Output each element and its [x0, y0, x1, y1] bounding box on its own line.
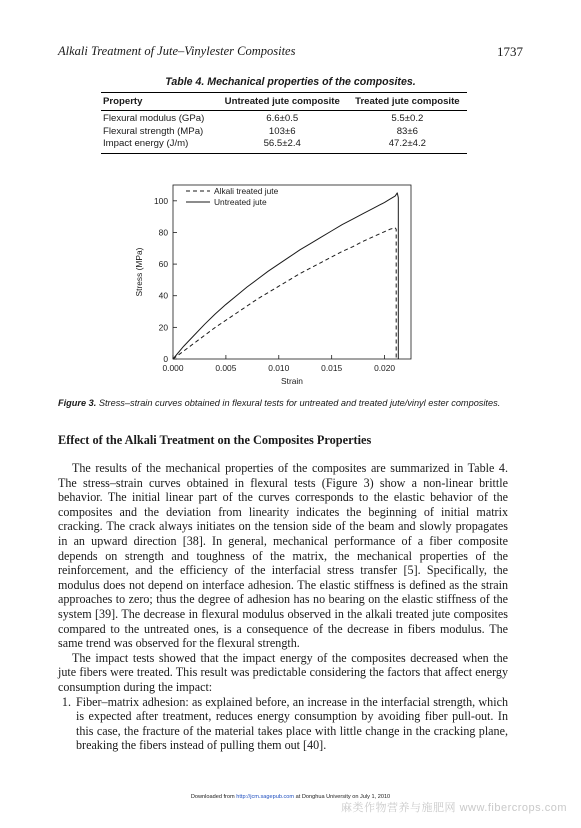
page-number: 1737: [497, 44, 523, 59]
series-line-untreated: [173, 193, 398, 359]
x-axis-label: Strain: [281, 376, 303, 386]
list-item: 1. Fiber–matrix adhesion: as explained before, an increase in the interfacial strength, which is expected after treatment, reduces energy consumption by avoiding fiber pull-out. In this case, the fracture of the material takes place with little change in the cracking plane, breaking the fibers instead of pulling them out [40].: [74, 695, 508, 753]
stress-strain-chart: [130, 178, 425, 393]
y-tick-label: 60: [158, 259, 168, 270]
legend: [186, 186, 279, 207]
body-text: [58, 461, 508, 753]
mechanical-properties-table: [101, 92, 467, 154]
series-layer: [173, 193, 398, 359]
y-tick-label: 100: [154, 195, 168, 206]
table-row: [101, 111, 467, 126]
figure-label: Figure 3.: [58, 398, 97, 408]
x-tick-label: 0.020: [374, 363, 396, 373]
y-tick-label: 20: [158, 322, 168, 333]
source-link[interactable]: http://jcm.sagepub.com: [236, 794, 295, 800]
y-tick-label: 0: [163, 354, 168, 364]
series-line-alkali-treated: [173, 228, 396, 359]
figure-caption-text: Stress–strain curves obtained in flexural tests for untreated and treated jute/vinyl ester composites.: [96, 398, 501, 408]
table-cell: Impact energy (J/m): [101, 138, 217, 153]
x-tick-label: 0.010: [268, 363, 290, 373]
x-tick-label: 0.015: [321, 363, 343, 373]
running-head: Alkali Treatment of Jute–Vinylester Composites: [58, 44, 296, 58]
table-cell: 5.5±0.2: [391, 113, 424, 124]
table-header-row: [101, 93, 467, 111]
y-axis-label: Stress (MPa): [134, 247, 144, 297]
x-tick-label: 0.005: [215, 363, 237, 373]
paragraph: The impact tests showed that the impact energy of the composites decreased when the jute fibers were treated. This result was predictable considering the factors that affect energy consumption during the impact:: [58, 650, 508, 694]
y-tick-label: 40: [158, 290, 168, 301]
legend-label: Untreated jute: [214, 197, 267, 207]
column-header: Property: [101, 93, 217, 111]
footer-prefix: Downloaded from: [190, 794, 237, 800]
x-axis-ticks: [163, 355, 396, 373]
y-axis-ticks: [154, 196, 177, 364]
table-cell: 103±6: [268, 125, 296, 137]
x-tick-label: 0.000: [162, 363, 184, 373]
table-cell: Flexural strength (MPa): [103, 125, 204, 137]
watermark: 麻类作物营养与施肥网 www.fibercrops.com: [341, 802, 567, 814]
figure-caption: [58, 398, 528, 408]
table-cell: 83±6: [396, 125, 418, 137]
table-cell: Flexural modulus (GPa): [103, 113, 205, 124]
table-row: [101, 138, 467, 153]
table-caption: Table 4. Mechanical properties of the composites.: [165, 76, 416, 88]
footer-suffix: at Donghua University on July 1, 2010: [294, 794, 391, 800]
table-cell: 6.6±0.5: [266, 113, 299, 124]
table-cell: 56.5±2.4: [217, 138, 348, 153]
legend-label: Alkali treated jute: [214, 186, 279, 196]
table-cell: 47.2±4.2: [348, 138, 467, 153]
table-row: [101, 126, 467, 139]
factor-list: [58, 695, 508, 753]
column-header: Untreated jute composite: [217, 93, 348, 111]
column-header: Treated jute composite: [348, 93, 467, 111]
y-tick-label: 80: [158, 227, 168, 238]
section-heading: Effect of the Alkali Treatment on the Composites Properties: [58, 433, 372, 447]
paragraph: The results of the mechanical properties of the composites are summarized in Table 4. The stress–strain curves obtained in flexural tests (Figure 3) show a non-linear brittle behavior. The initial linear part of the curves corresponds to the elastic behavior of the composites and the deviation from linearity indicates the beginning of initial matrix cracking. The crack always initiates on the tension side of the beam and slowly propagates in an upward direction [38]. In general, mechanical performance of a fiber composite depends on strength and toughness of the matrix, the mechanical properties of the reinforcement, and the efficiency of the interfacial stress transfer [5]. Specifically, the modulus does not depend on interface adhesion. The elastic stiffness is defined as the strain approaches to zero; thus the degree of adhesion has no bearing on the elastic stiffness of the system [39]. The decrease in flexural modulus observed in the alkali treated jute composites compared to the untreated ones, is a consequence of the decrease in fibers modulus. The same trend was observed for the flexural strength.: [58, 461, 508, 651]
